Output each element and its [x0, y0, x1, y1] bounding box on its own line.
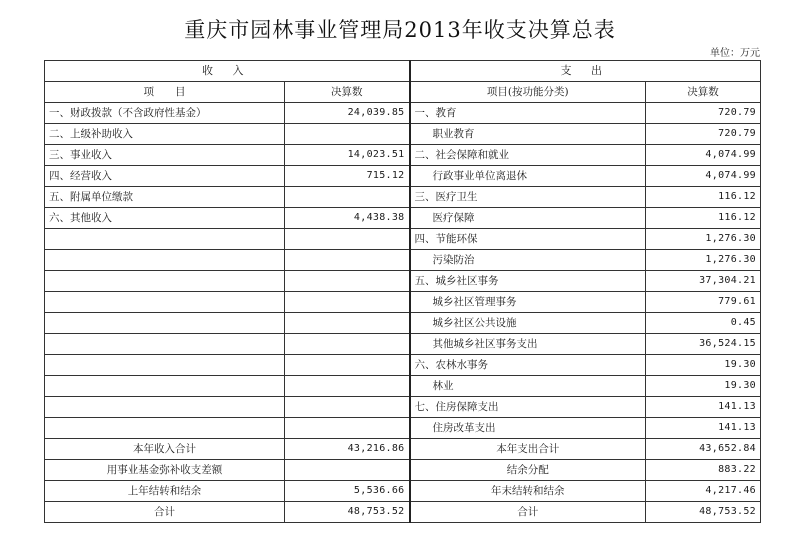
income-amount-cell: [285, 271, 410, 292]
income-section-header: 收 入: [45, 61, 410, 82]
unit-label: 单位：万元: [710, 48, 760, 59]
income-amount-cell: 14,023.51: [285, 145, 410, 166]
income-item-cell: [45, 229, 285, 250]
expense-item-cell: 行政事业单位离退休: [410, 166, 646, 187]
expense-item-cell: 六、农林水事务: [410, 355, 646, 376]
table-row: [45, 292, 761, 313]
income-item-cell: 五、附属单位缴款: [45, 187, 285, 208]
table-row: [45, 229, 761, 250]
expense-item-cell: 七、住房保障支出: [410, 397, 646, 418]
income-amount-cell: 715.12: [285, 166, 410, 187]
expense-amount-cell: 4,074.99: [646, 166, 761, 187]
table-row: [45, 334, 761, 355]
total-row: [45, 460, 761, 481]
total-expense-label: 本年支出合计: [410, 439, 646, 460]
expense-amount-cell: 720.79: [646, 124, 761, 145]
total-row: [45, 439, 761, 460]
expense-amount-cell: 19.30: [646, 376, 761, 397]
table-row: [45, 187, 761, 208]
total-income-label: 上年结转和结余: [45, 481, 285, 502]
total-expense-amount: 883.22: [646, 460, 761, 481]
income-item-cell: [45, 376, 285, 397]
income-item-cell: [45, 355, 285, 376]
table-row: [45, 124, 761, 145]
total-expense-amount: 4,217.46: [646, 481, 761, 502]
expense-item-header: 项目(按功能分类): [410, 82, 646, 103]
expense-item-cell: 其他城乡社区事务支出: [410, 334, 646, 355]
expense-section-header: 支 出: [410, 61, 761, 82]
total-row: [45, 481, 761, 502]
total-expense-label: 年末结转和结余: [410, 481, 646, 502]
table-row: [45, 313, 761, 334]
income-item-header: 项 目: [45, 82, 285, 103]
income-item-cell: [45, 250, 285, 271]
expense-amount-cell: 141.13: [646, 397, 761, 418]
table-row: [45, 355, 761, 376]
expense-item-cell: 职业教育: [410, 124, 646, 145]
income-item-cell: 一、财政拨款（不含政府性基金）: [45, 103, 285, 124]
income-item-cell: 三、事业收入: [45, 145, 285, 166]
total-expense-amount: 48,753.52: [646, 502, 761, 523]
expense-item-cell: 林业: [410, 376, 646, 397]
expense-amount-cell: 19.30: [646, 355, 761, 376]
expense-amount-cell: 0.45: [646, 313, 761, 334]
expense-amount-cell: 36,524.15: [646, 334, 761, 355]
income-amount-cell: [285, 250, 410, 271]
income-amount-header: 决算数: [285, 82, 410, 103]
expense-item-cell: 五、城乡社区事务: [410, 271, 646, 292]
expense-item-cell: 三、医疗卫生: [410, 187, 646, 208]
income-amount-cell: [285, 124, 410, 145]
total-expense-label: 合计: [410, 502, 646, 523]
total-income-label: 合计: [45, 502, 285, 523]
income-item-cell: [45, 397, 285, 418]
table-row: [45, 250, 761, 271]
total-expense-amount: 43,652.84: [646, 439, 761, 460]
income-amount-cell: [285, 355, 410, 376]
total-income-label: 用事业基金弥补收支差额: [45, 460, 285, 481]
income-amount-cell: [285, 376, 410, 397]
expense-item-cell: 住房改革支出: [410, 418, 646, 439]
income-amount-cell: [285, 397, 410, 418]
expense-amount-cell: 116.12: [646, 208, 761, 229]
total-row: [45, 502, 761, 523]
income-amount-cell: [285, 292, 410, 313]
table-row: [45, 145, 761, 166]
total-income-amount: 48,753.52: [285, 502, 410, 523]
income-amount-cell: [285, 229, 410, 250]
income-item-cell: [45, 334, 285, 355]
table-row: [45, 376, 761, 397]
expense-amount-cell: 141.13: [646, 418, 761, 439]
document-title: 重庆市园林事业管理局2013年收支决算总表: [184, 18, 616, 42]
expense-item-cell: 二、社会保障和就业: [410, 145, 646, 166]
expense-item-cell: 一、教育: [410, 103, 646, 124]
expense-amount-cell: 1,276.30: [646, 229, 761, 250]
expense-amount-cell: 720.79: [646, 103, 761, 124]
total-income-amount: 43,216.86: [285, 439, 410, 460]
income-item-cell: [45, 292, 285, 313]
total-income-label: 本年收入合计: [45, 439, 285, 460]
income-amount-cell: [285, 313, 410, 334]
income-item-cell: 四、经营收入: [45, 166, 285, 187]
table-row: [45, 103, 761, 124]
expense-amount-cell: 37,304.21: [646, 271, 761, 292]
income-amount-cell: 4,438.38: [285, 208, 410, 229]
total-income-amount: [285, 460, 410, 481]
expense-amount-cell: 1,276.30: [646, 250, 761, 271]
expense-item-cell: 城乡社区公共设施: [410, 313, 646, 334]
income-item-cell: 六、其他收入: [45, 208, 285, 229]
table-row: [45, 418, 761, 439]
income-item-cell: [45, 313, 285, 334]
column-header-row: [45, 82, 761, 103]
table-row: [45, 271, 761, 292]
expense-amount-header: 决算数: [646, 82, 761, 103]
income-amount-cell: [285, 187, 410, 208]
table-row: [45, 166, 761, 187]
total-expense-label: 结余分配: [410, 460, 646, 481]
income-amount-cell: 24,039.85: [285, 103, 410, 124]
income-item-cell: [45, 418, 285, 439]
table-row: [45, 208, 761, 229]
expense-item-cell: 污染防治: [410, 250, 646, 271]
expense-amount-cell: 779.61: [646, 292, 761, 313]
budget-table: [44, 60, 761, 523]
expense-item-cell: 四、节能环保: [410, 229, 646, 250]
expense-item-cell: 医疗保障: [410, 208, 646, 229]
expense-amount-cell: 4,074.99: [646, 145, 761, 166]
income-amount-cell: [285, 418, 410, 439]
income-amount-cell: [285, 334, 410, 355]
income-item-cell: 二、上级补助收入: [45, 124, 285, 145]
income-item-cell: [45, 271, 285, 292]
table-row: [45, 397, 761, 418]
section-header-row: [45, 61, 761, 82]
expense-item-cell: 城乡社区管理事务: [410, 292, 646, 313]
total-income-amount: 5,536.66: [285, 481, 410, 502]
expense-amount-cell: 116.12: [646, 187, 761, 208]
